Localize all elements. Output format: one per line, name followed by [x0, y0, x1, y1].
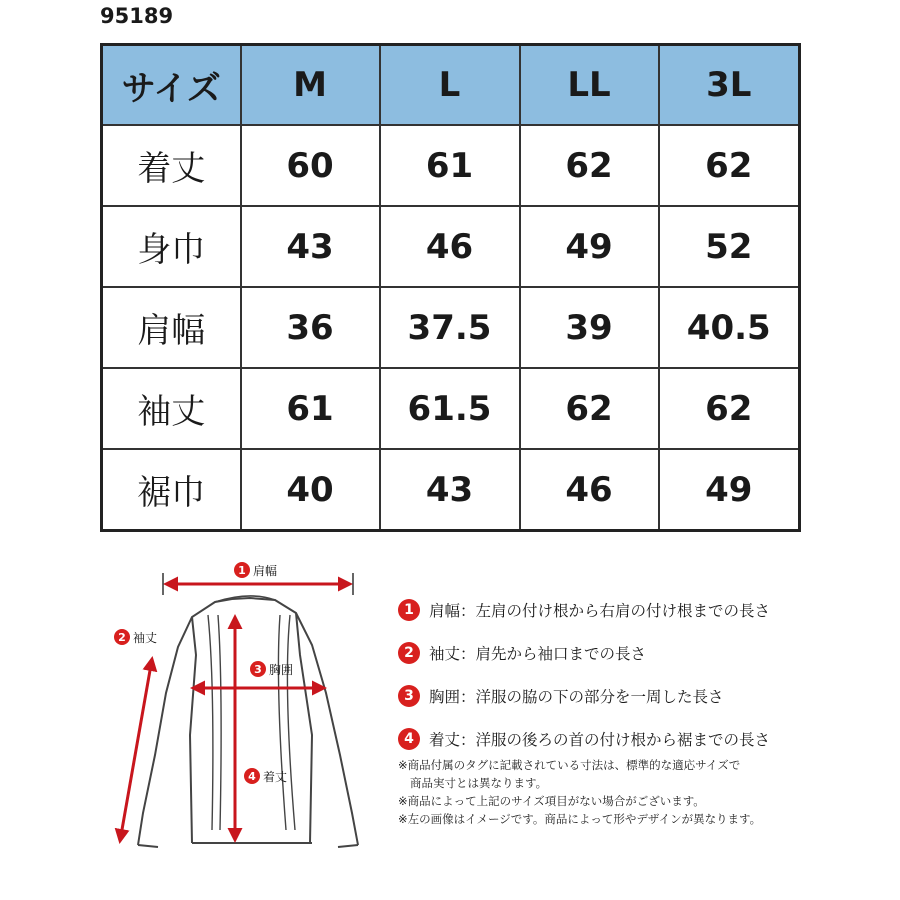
svg-text:3: 3: [254, 663, 262, 676]
legend-description: ：左肩の付け根から右肩の付け根までの長さ: [460, 601, 771, 620]
diagram-label-2: [114, 629, 157, 645]
size-table: [100, 43, 801, 532]
table-header-row: [102, 45, 800, 126]
table-row: [102, 206, 800, 287]
number-badge-icon: 2: [398, 642, 420, 664]
header-size-l: L: [380, 45, 520, 126]
svg-text:肩幅: 肩幅: [253, 564, 278, 578]
table-cell: 61: [241, 368, 380, 449]
row-label: 身巾: [102, 206, 241, 287]
number-badge-icon: 1: [398, 599, 420, 621]
measurement-legend: [398, 588, 898, 760]
row-label: 着丈: [102, 125, 241, 206]
svg-text:1: 1: [238, 564, 246, 577]
table-cell: 62: [659, 125, 800, 206]
header-size-3l: 3L: [659, 45, 800, 126]
table-row: [102, 287, 800, 368]
header-size-m: M: [241, 45, 380, 126]
table-cell: 39: [520, 287, 659, 368]
svg-text:着丈: 着丈: [263, 770, 288, 784]
table-cell: 37.5: [380, 287, 520, 368]
table-cell: 61: [380, 125, 520, 206]
note-line: ※商品付属のタグに記載されている寸法は、標準的な適応サイズで: [398, 758, 741, 772]
table-cell: 46: [380, 206, 520, 287]
legend-term: 袖丈: [429, 644, 461, 663]
table-cell: 62: [659, 368, 800, 449]
table-cell: 60: [241, 125, 380, 206]
table-cell: 61.5: [380, 368, 520, 449]
sleeve-length-arrow: [120, 659, 152, 841]
diagram-label-3: [250, 661, 293, 677]
table-cell: 40: [241, 449, 380, 531]
table-cell: 43: [380, 449, 520, 531]
table-row: [102, 368, 800, 449]
note-line: ※左の画像はイメージです。商品によって形やデザインが異なります。: [398, 812, 762, 826]
note-line: ※商品によって上記のサイズ項目がない場合がございます。: [398, 794, 705, 808]
legend-item: [398, 674, 898, 717]
legend-item: [398, 631, 898, 674]
legend-item: [398, 717, 898, 760]
table-row: [102, 125, 800, 206]
table-cell: 62: [520, 125, 659, 206]
row-label: 肩幅: [102, 287, 241, 368]
table-cell: 43: [241, 206, 380, 287]
table-cell: 46: [520, 449, 659, 531]
table-cell: 49: [520, 206, 659, 287]
svg-text:4: 4: [248, 770, 256, 783]
header-size-ll: LL: [520, 45, 659, 126]
legend-term: 着丈: [429, 730, 461, 749]
notes: [398, 756, 898, 828]
table-cell: 52: [659, 206, 800, 287]
diagram-label-4: [244, 768, 287, 784]
jacket-outline: [138, 596, 358, 847]
svg-text:2: 2: [118, 631, 126, 644]
legend-term: 胸囲: [429, 687, 461, 706]
header-size-label: サイズ: [102, 45, 241, 126]
row-label: 袖丈: [102, 368, 241, 449]
legend-description: ：肩先から袖口までの長さ: [460, 644, 647, 663]
table-row: [102, 449, 800, 531]
number-badge-icon: 4: [398, 728, 420, 750]
product-code: 95189: [100, 4, 174, 28]
legend-term: 肩幅: [429, 601, 461, 620]
legend-item: [398, 588, 898, 631]
legend-description: ：洋服の後ろの首の付け根から裾までの長さ: [460, 730, 771, 749]
diagram-label-1: [234, 562, 277, 578]
jacket-measurement-diagram: [100, 555, 390, 855]
row-label: 裾巾: [102, 449, 241, 531]
table-cell: 62: [520, 368, 659, 449]
note-line: 商品実寸とは異なります。: [410, 776, 548, 790]
table-cell: 40.5: [659, 287, 800, 368]
svg-text:胸囲: 胸囲: [269, 663, 294, 677]
legend-description: ：洋服の脇の下の部分を一周した長さ: [460, 687, 724, 706]
svg-text:袖丈: 袖丈: [133, 631, 158, 645]
number-badge-icon: 3: [398, 685, 420, 707]
table-cell: 36: [241, 287, 380, 368]
table-cell: 49: [659, 449, 800, 531]
